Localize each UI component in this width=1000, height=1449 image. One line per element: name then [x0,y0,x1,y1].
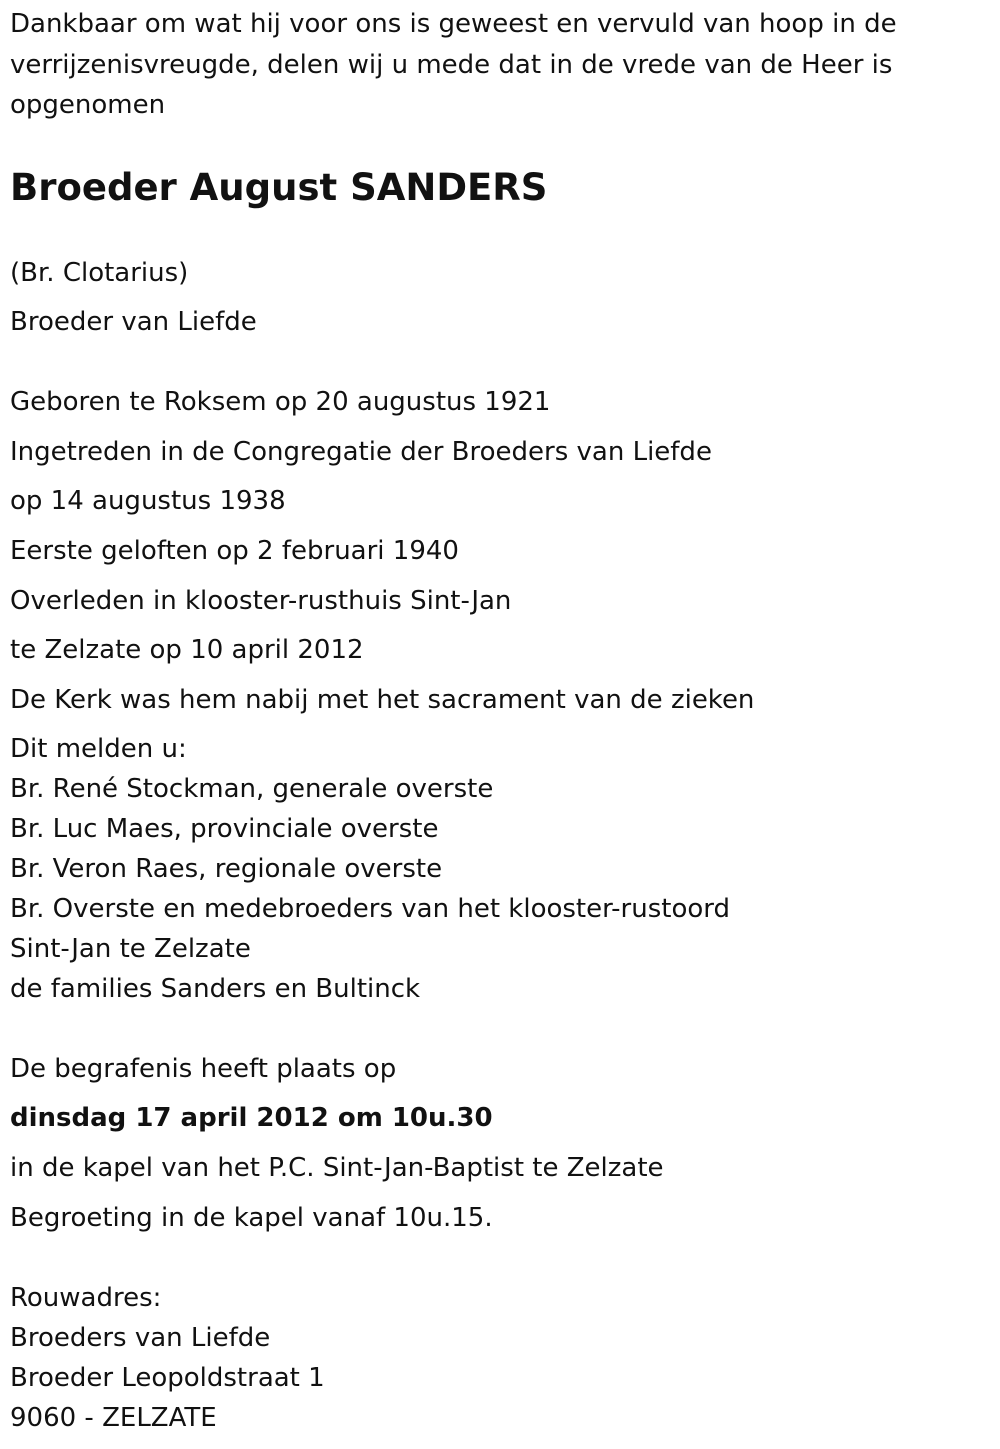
life-line: Geboren te Roksem op 20 augustus 1921 [10,387,551,417]
address-line: Broeder Leopoldstraat 1 [10,1363,325,1393]
life-line: Overleden in klooster-rusthuis Sint-Jan [10,586,512,616]
funeral-datetime: dinsdag 17 april 2012 om 10u.30 [10,1103,493,1133]
announcer-line: Br. René Stockman, generale overste [10,774,494,804]
funeral-intro: De begrafenis heeft plaats op [10,1054,397,1084]
congregation: Broeder van Liefde [10,307,257,337]
announcer-line: de families Sanders en Bultinck [10,974,421,1004]
intro-line: opgenomen [10,90,166,120]
announcer-line: Br. Veron Raes, regionale overste [10,854,443,884]
funeral-location: in de kapel van het P.C. Sint-Jan-Baptist te Zelzate [10,1153,664,1183]
announcers-label: Dit melden u: [10,734,187,764]
address-label: Rouwadres: [10,1283,162,1313]
life-line: te Zelzate op 10 april 2012 [10,635,364,665]
funeral-greeting: Begroeting in de kapel vanaf 10u.15. [10,1203,493,1233]
announcer-line: Br. Overste en medebroeders van het klooster-rustoord [10,894,730,924]
address-line: 9060 - ZELZATE [10,1403,217,1433]
intro-line: verrijzenisvreugde, delen wij u mede dat in de vrede van de Heer is [10,50,893,80]
announcer-line: Sint-Jan te Zelzate [10,934,251,964]
announcer-line: Br. Luc Maes, provinciale overste [10,814,439,844]
deceased-name: Broeder August SANDERS [10,166,548,209]
life-line: Eerste geloften op 2 februari 1940 [10,536,459,566]
address-line: Broeders van Liefde [10,1323,271,1353]
intro-line: Dankbaar om wat hij voor ons is geweest en vervuld van hoop in de [10,9,897,39]
life-line: op 14 augustus 1938 [10,486,286,516]
life-line: Ingetreden in de Congregatie der Broeders van Liefde [10,437,712,467]
life-line: De Kerk was hem nabij met het sacrament van de zieken [10,685,755,715]
religious-name: (Br. Clotarius) [10,258,189,288]
